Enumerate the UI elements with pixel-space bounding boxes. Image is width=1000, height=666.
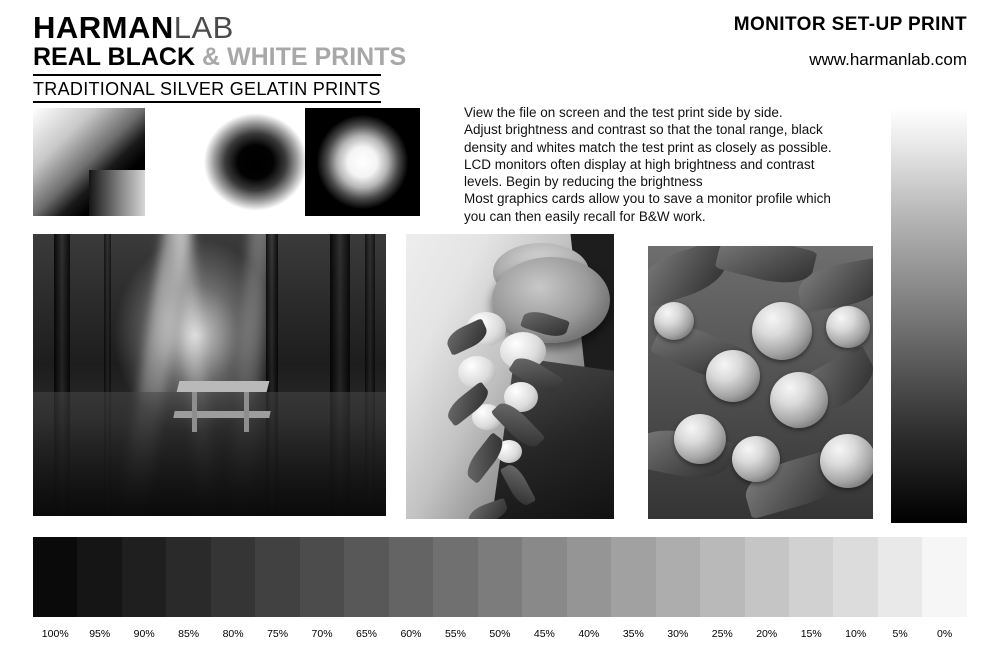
step-wedge-label: 5%: [892, 628, 908, 640]
step-wedge-labels: [33, 625, 967, 643]
logo-primary-line: [33, 12, 373, 43]
step-wedge-swatch: [300, 537, 344, 617]
instruction-line: levels. Begin by reducing the brightness: [464, 174, 703, 190]
table-leg: [244, 392, 249, 432]
step-wedge-label: 40%: [578, 628, 600, 640]
step-wedge-swatch: [77, 537, 121, 617]
page-title: MONITOR SET-UP PRINT: [733, 14, 967, 35]
step-wedge-label: 85%: [178, 628, 200, 640]
step-wedge-swatch: [833, 537, 877, 617]
step-wedge-label: 55%: [444, 628, 466, 640]
step-wedge-swatch: [33, 537, 77, 617]
step-wedge-label: 60%: [400, 628, 422, 640]
vertical-tonal-gradient-strip: [891, 108, 967, 523]
apples-on-tree-photo: [648, 246, 873, 519]
step-wedge-swatch: [344, 537, 388, 617]
apple-tree-scene: [648, 246, 873, 519]
apple: [654, 302, 694, 340]
bouquet: [452, 308, 602, 519]
table-leg: [192, 392, 197, 432]
step-wedge-label: 35%: [622, 628, 644, 640]
step-wedge-swatch: [478, 537, 522, 617]
step-wedge-swatch: [656, 537, 700, 617]
forest-picnic-table-photo: [33, 234, 386, 516]
step-wedge-label: 20%: [756, 628, 778, 640]
website-url: www.harmanlab.com: [809, 50, 967, 69]
step-wedge-label: 25%: [711, 628, 733, 640]
wedding-scene: [406, 234, 614, 519]
step-wedge-swatch: [389, 537, 433, 617]
step-wedge-label: 45%: [533, 628, 555, 640]
table-top: [176, 381, 269, 392]
step-wedge-swatch: [211, 537, 255, 617]
forest-scene: [33, 234, 386, 516]
logo-white-prints-text: & WHITE PRINTS: [202, 43, 407, 71]
step-wedge-swatch: [878, 537, 922, 617]
corner-gradient-patch: [33, 108, 145, 216]
step-wedge-label: 75%: [267, 628, 289, 640]
dark-center-radial-patch: [193, 108, 318, 216]
picnic-table: [178, 381, 268, 437]
step-wedge-label: 100%: [41, 628, 69, 640]
light-center-radial-patch: [305, 108, 420, 216]
logo-real-black-text: REAL BLACK: [33, 43, 196, 71]
step-wedge-swatch: [700, 537, 744, 617]
instruction-line: density and whites match the test print as closely as possible.: [464, 139, 832, 155]
harman-lab-logo: [33, 10, 407, 103]
instruction-line: LCD monitors often display at high brightness and contrast: [464, 156, 815, 172]
apple: [820, 434, 873, 488]
step-wedge-swatch: [166, 537, 210, 617]
step-wedge-label: 95%: [89, 628, 111, 640]
header-right-block: [734, 14, 967, 70]
step-wedge-label: 90%: [133, 628, 155, 640]
logo-secondary-line: [33, 43, 407, 71]
step-wedge-label: 15%: [800, 628, 822, 640]
apple: [706, 350, 760, 402]
apple: [770, 372, 828, 428]
foliage-leaf: [466, 498, 510, 519]
logo-harman-text: HARMAN: [33, 10, 174, 45]
instructions-block: [464, 104, 864, 225]
step-wedge-swatch: [122, 537, 166, 617]
step-wedge-label: 30%: [667, 628, 689, 640]
step-wedge-label: 50%: [489, 628, 511, 640]
step-wedge-swatch: [922, 537, 966, 617]
step-wedge-swatch: [789, 537, 833, 617]
step-wedge-label: 65%: [356, 628, 378, 640]
step-wedge: [33, 537, 967, 617]
bride-bouquet-photo: [406, 234, 614, 519]
step-wedge-label: 0%: [937, 628, 953, 640]
instruction-line: you can then easily recall for B&W work.: [464, 208, 706, 224]
step-wedge-label: 70%: [311, 628, 333, 640]
step-wedge-swatch: [745, 537, 789, 617]
apple: [732, 436, 780, 482]
step-wedge-swatch: [522, 537, 566, 617]
logo-lab-text: LAB: [173, 10, 234, 45]
instruction-line: Most graphics cards allow you to save a monitor profile which: [464, 191, 831, 207]
apple: [826, 306, 870, 348]
table-bench: [173, 411, 270, 418]
step-wedge-label: 10%: [845, 628, 867, 640]
step-wedge-label: 80%: [222, 628, 244, 640]
apple: [752, 302, 812, 360]
step-wedge-swatch: [611, 537, 655, 617]
step-wedge-swatch: [433, 537, 477, 617]
instruction-line: Adjust brightness and contrast so that the tonal range, black: [464, 122, 823, 138]
instruction-line: View the file on screen and the test print side by side.: [464, 105, 783, 120]
logo-tagline: TRADITIONAL SILVER GELATIN PRINTS: [33, 74, 381, 103]
step-wedge-swatch: [255, 537, 299, 617]
apple: [674, 414, 726, 464]
step-wedge-swatch: [567, 537, 611, 617]
